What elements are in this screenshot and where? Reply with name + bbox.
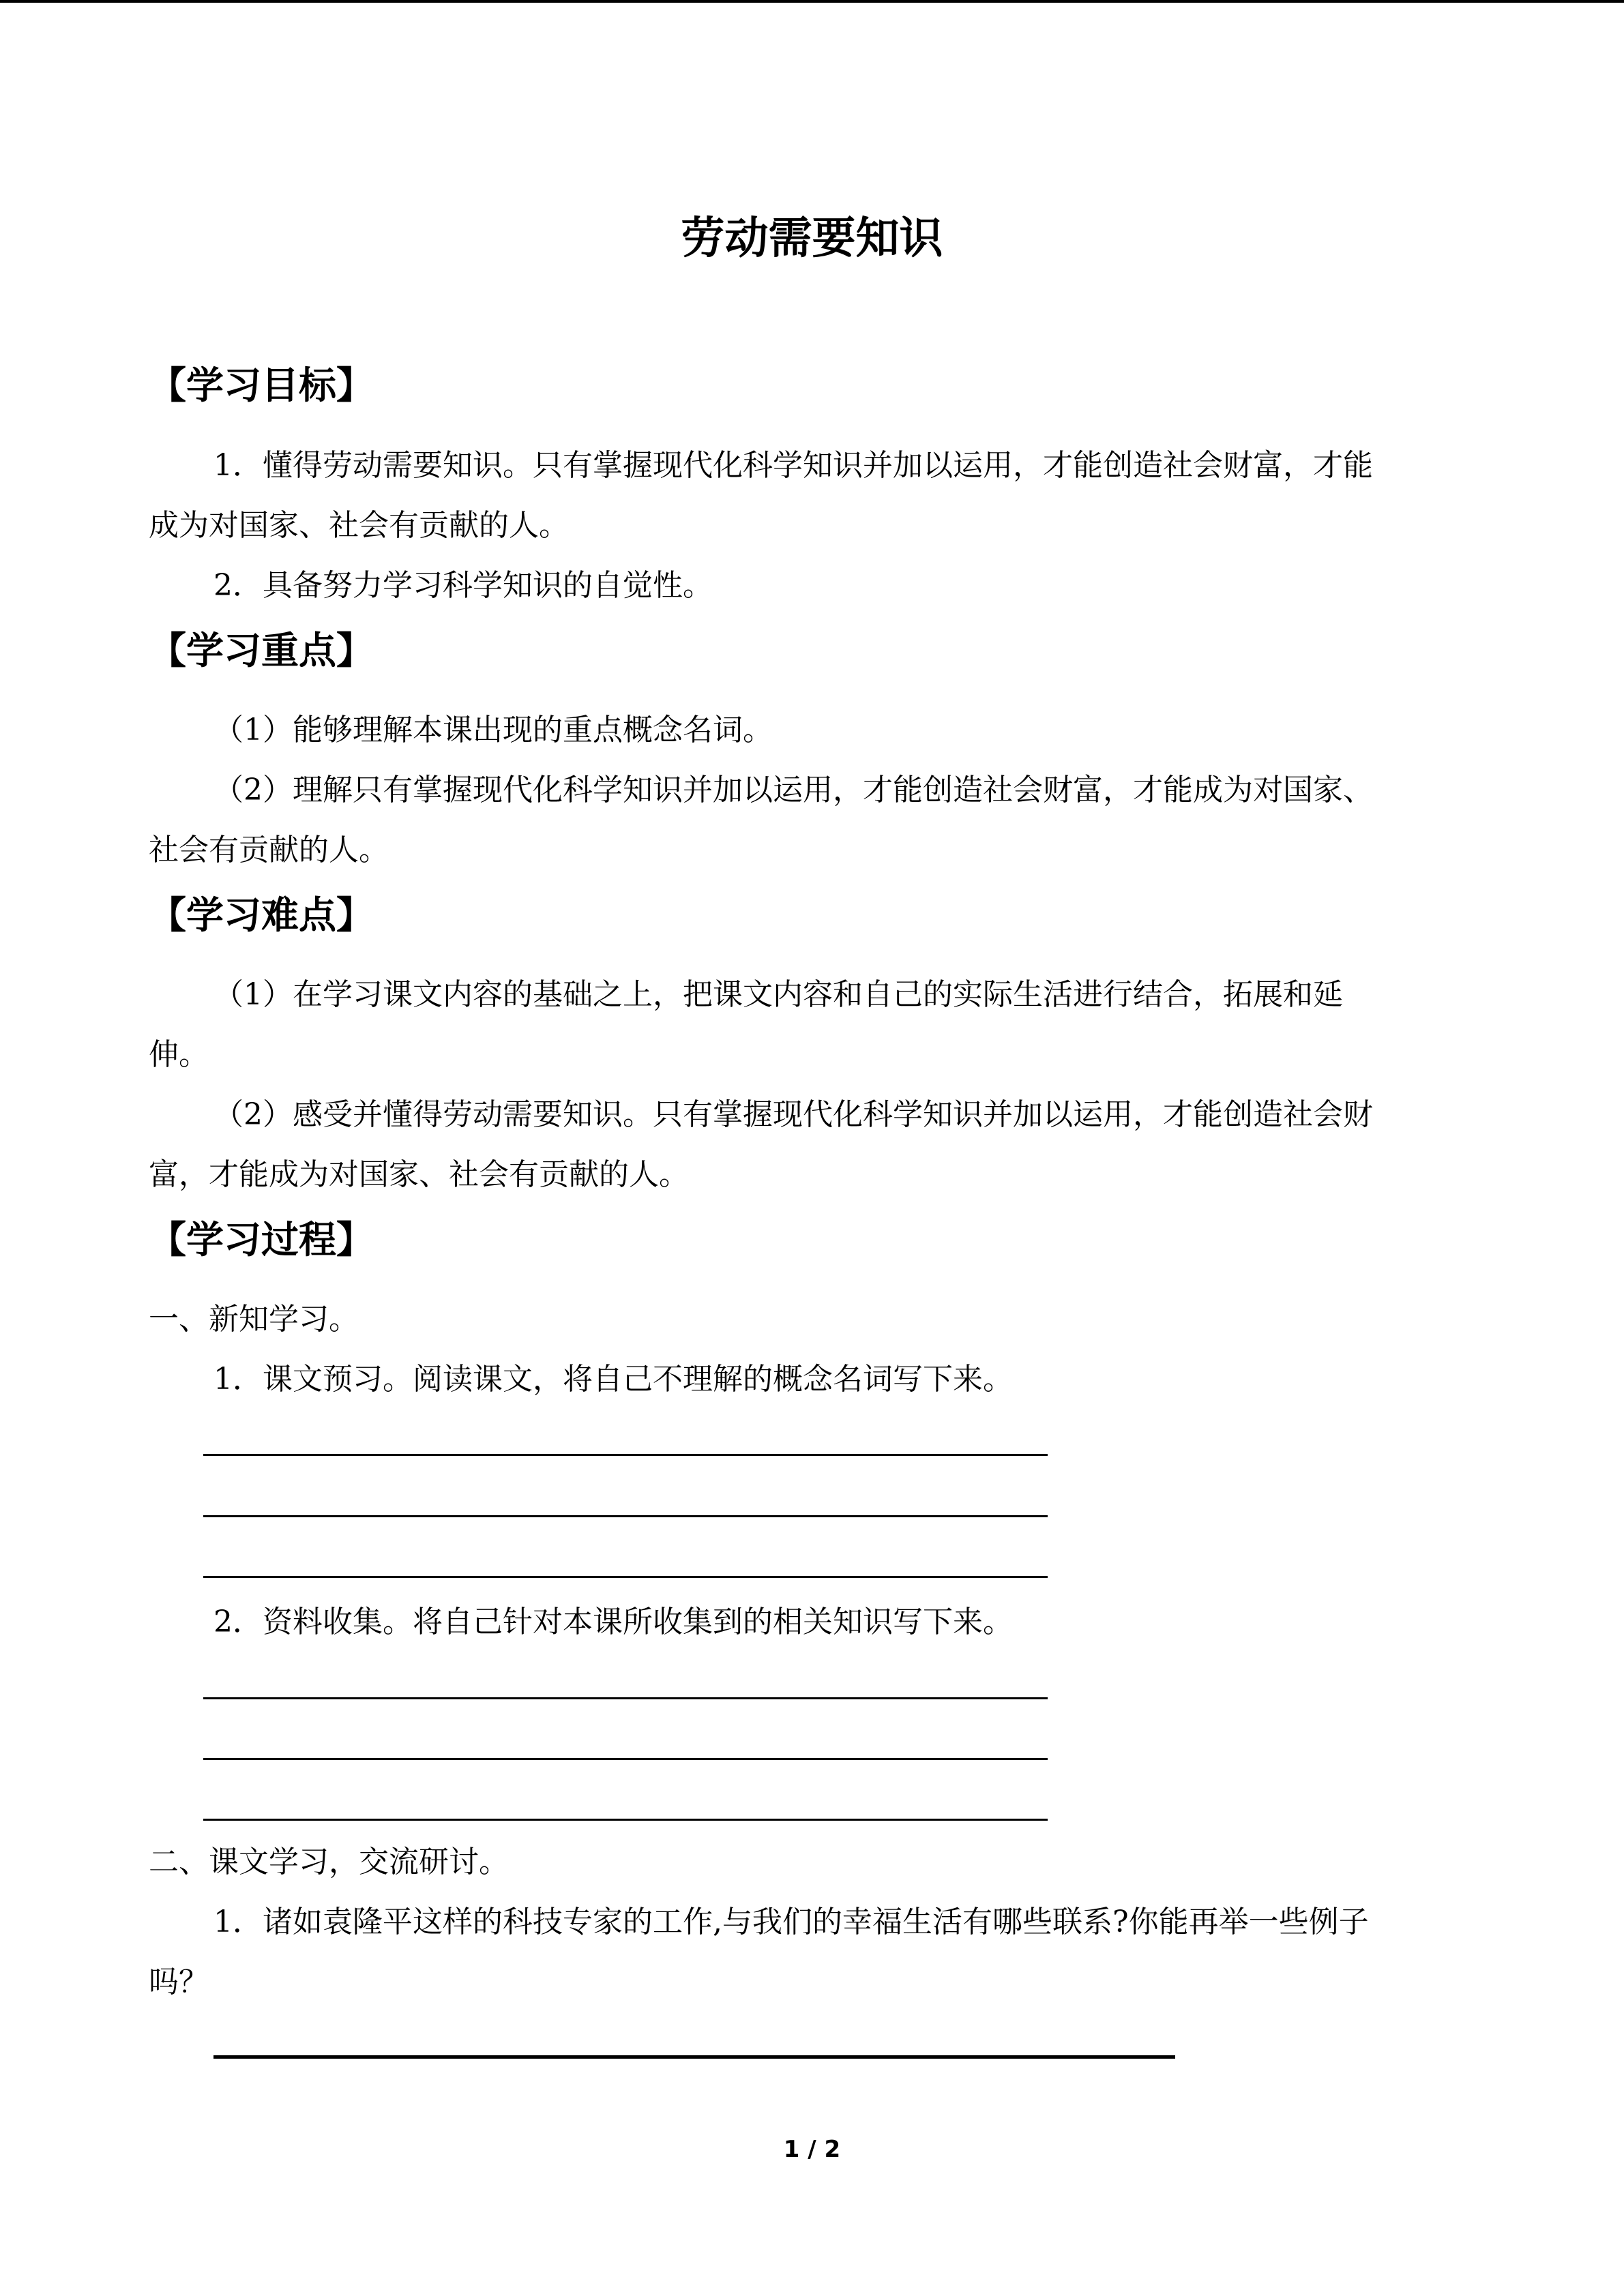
key-point-2-line-1: （2）理解只有掌握现代化科学知识并加以运用，才能创造社会财富，才能成为对国家、 — [213, 773, 1373, 807]
goal-1-line-2: 成为对国家、社会有贡献的人。 — [149, 508, 569, 543]
top-border — [0, 0, 1624, 3]
answer-line[interactable] — [203, 1758, 1048, 1760]
section-2-title: 二、课文学习，交流研讨。 — [149, 1845, 509, 1879]
heading-learning-process: 【学习过程】 — [149, 1218, 374, 1262]
page-number: 1 / 2 — [783, 2136, 841, 2163]
heading-difficulties: 【学习难点】 — [149, 893, 374, 937]
task-1-preview: 1．课文预习。阅读课文，将自己不理解的概念名词写下来。 — [213, 1362, 1013, 1397]
answer-line[interactable] — [203, 1454, 1048, 1456]
question-1-line-2: 吗？ — [149, 1965, 209, 1999]
answer-line[interactable] — [203, 1697, 1048, 1699]
answer-line[interactable] — [203, 1576, 1048, 1578]
heading-key-points: 【学习重点】 — [149, 629, 374, 672]
difficulty-2-line-1: （2）感受并懂得劳动需要知识。只有掌握现代化科学知识并加以运用，才能创造社会财 — [213, 1097, 1373, 1132]
key-point-1: （1）能够理解本课出现的重点概念名词。 — [213, 713, 773, 747]
answer-line[interactable] — [203, 1819, 1048, 1821]
answer-line[interactable] — [213, 2055, 1175, 2059]
page-title: 劳动需要知识 — [681, 213, 943, 264]
goal-1-line-1: 1．懂得劳动需要知识。只有掌握现代化科学知识并加以运用，才能创造社会财富，才能 — [213, 448, 1373, 483]
question-1-line-1: 1．诸如袁隆平这样的科技专家的工作,与我们的幸福生活有哪些联系?你能再举一些例子 — [213, 1905, 1369, 1939]
answer-line[interactable] — [203, 1515, 1048, 1517]
goal-2: 2．具备努力学习科学知识的自觉性。 — [213, 568, 713, 603]
key-point-2-line-2: 社会有贡献的人。 — [149, 833, 389, 867]
section-1-title: 一、新知学习。 — [149, 1302, 359, 1337]
difficulty-1-line-1: （1）在学习课文内容的基础之上，把课文内容和自己的实际生活进行结合，拓展和延 — [213, 977, 1343, 1012]
heading-learning-goals: 【学习目标】 — [149, 363, 374, 407]
task-2-collection: 2．资料收集。将自己针对本课所收集到的相关知识写下来。 — [213, 1605, 1013, 1639]
difficulty-2-line-2: 富，才能成为对国家、社会有贡献的人。 — [149, 1157, 689, 1192]
difficulty-1-line-2: 伸。 — [149, 1037, 209, 1072]
